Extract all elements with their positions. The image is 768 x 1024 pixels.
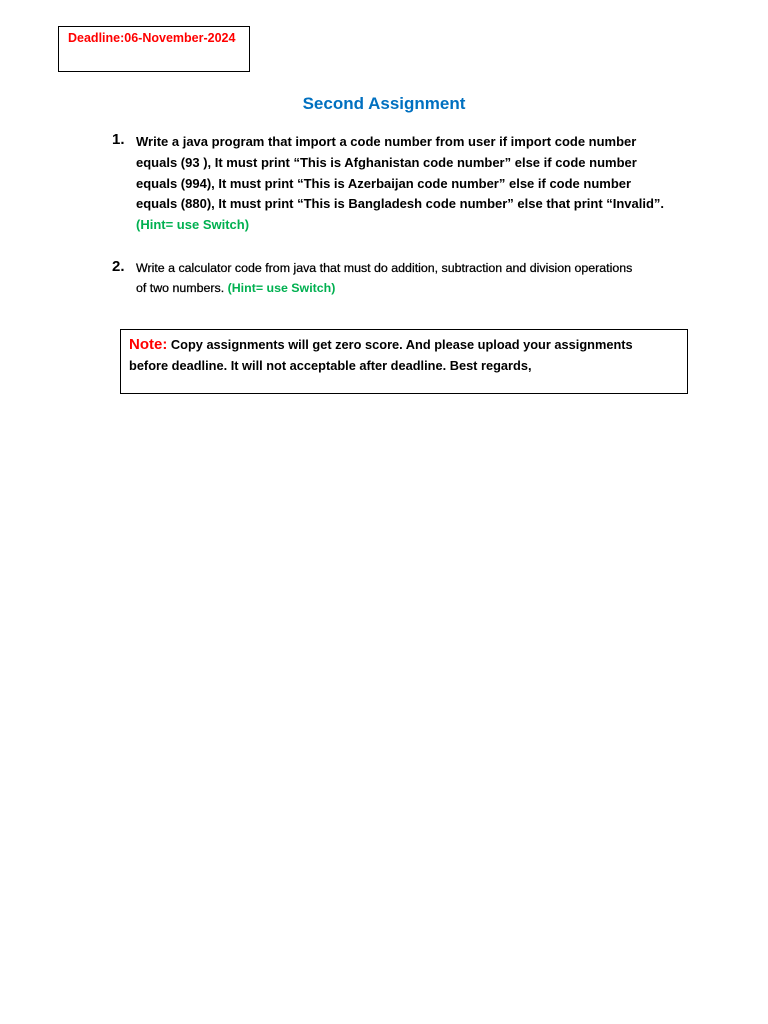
page-title: Second Assignment	[302, 94, 466, 113]
task-line: equals (880), It must print “This is Bangladesh code number” else that print “Invalid”.	[136, 196, 665, 212]
task-number: 1.	[112, 131, 125, 148]
task-hint: (Hint= use Switch)	[136, 217, 250, 233]
note-box	[120, 329, 688, 394]
note-line: Copy assignments will get zero score. And please upload your assignments	[170, 337, 633, 352]
task-text	[136, 258, 681, 298]
note-line: before deadline. It will not acceptable after deadline. Best regards,	[129, 357, 532, 373]
task-line: equals (93 ), It must print “This is Afghanistan code number” else if code number	[136, 154, 637, 170]
deadline-text: Deadline:06-November-2024	[68, 31, 236, 45]
task-line: of two numbers.	[136, 281, 225, 295]
task-line: Write a java program that import a code number from user if import code number	[136, 134, 637, 149]
task-hint: (Hint= use Switch)	[227, 281, 336, 295]
task-line: equals (994), It must print “This is Azerbaijan code number” else if code number	[136, 175, 632, 191]
task-text	[136, 132, 681, 236]
note-label: Note:	[129, 336, 168, 353]
task-number: 2.	[112, 258, 125, 275]
note-text	[129, 335, 677, 376]
task-line: Write a calculator code from java that must do addition, subtraction and division operations	[136, 261, 633, 275]
deadline-box	[58, 26, 250, 72]
